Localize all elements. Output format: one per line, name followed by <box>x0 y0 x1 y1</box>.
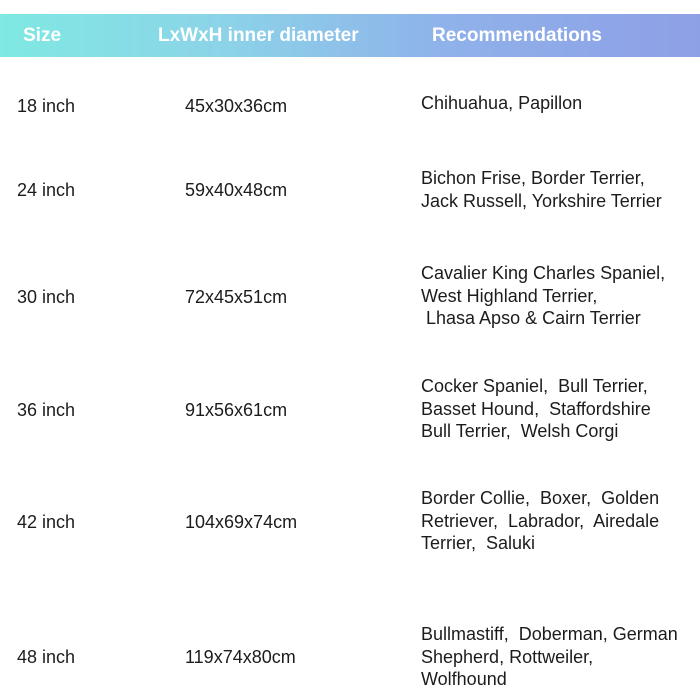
header-size: Size <box>23 25 62 46</box>
row-recommendations <box>421 92 700 115</box>
recommendation-line: Lhasa Apso & Cairn Terrier <box>421 308 641 328</box>
row-size: 36 inch <box>17 400 76 420</box>
row-dimensions: 72x45x51cm <box>185 287 288 307</box>
table-header <box>0 14 700 57</box>
row-dimensions: 45x30x36cm <box>185 96 288 116</box>
recommendation-line: Terrier, Saluki <box>421 533 536 553</box>
recommendation-line: Retriever, Labrador, Airedale <box>421 510 660 531</box>
header-dimensions: LxWxH inner diameter <box>158 25 359 46</box>
recommendation-line: Bullmastiff, Doberman, German <box>421 624 678 644</box>
row-dimensions: 59x40x48cm <box>185 180 288 200</box>
recommendation-line: Wolfhound <box>421 669 507 689</box>
row-dimensions: 104x69x74cm <box>185 512 298 532</box>
recommendation-line: Chihuahua, Papillon <box>421 93 583 113</box>
recommendation-line: Shepherd, Rottweiler, <box>421 646 594 667</box>
row-size: 18 inch <box>17 96 76 116</box>
header-recommendations: Recommendations <box>432 25 602 46</box>
recommendation-line: Jack Russell, Yorkshire Terrier <box>421 190 662 211</box>
row-recommendations <box>421 375 700 443</box>
row-size: 24 inch <box>17 180 76 200</box>
row-recommendations <box>421 623 700 691</box>
recommendation-line: Cocker Spaniel, Bull Terrier, <box>421 376 648 396</box>
row-dimensions: 91x56x61cm <box>185 400 288 420</box>
row-recommendations <box>421 487 700 555</box>
recommendation-line: Bull Terrier, Welsh Corgi <box>421 421 619 441</box>
row-recommendations <box>421 167 700 212</box>
recommendation-line: Bichon Frise, Border Terrier, <box>421 168 645 188</box>
row-size: 30 inch <box>17 287 76 307</box>
recommendation-line: West Highland Terrier, <box>421 285 598 306</box>
recommendation-line: Cavalier King Charles Spaniel, <box>421 263 666 283</box>
row-dimensions: 119x74x80cm <box>185 647 296 667</box>
recommendation-line: Border Collie, Boxer, Golden <box>421 488 660 508</box>
row-size: 42 inch <box>17 512 76 532</box>
row-recommendations <box>421 262 700 330</box>
recommendation-line: Basset Hound, Staffordshire <box>421 398 651 419</box>
row-size: 48 inch <box>17 647 76 667</box>
